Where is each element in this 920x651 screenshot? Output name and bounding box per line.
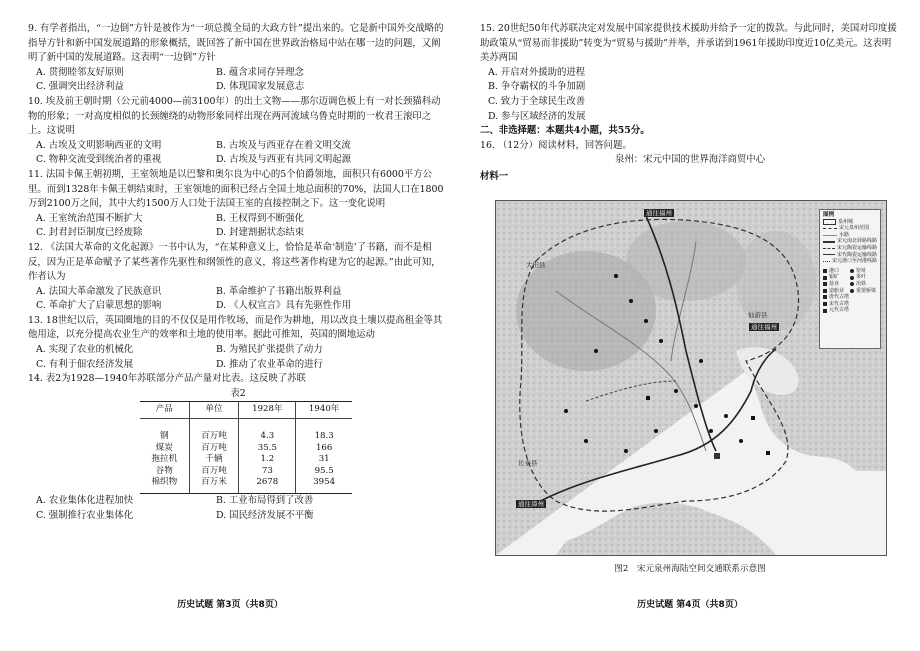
option-d: D. 参与区域经济的发展 [488, 110, 586, 122]
cell-1928: 1.2 [239, 454, 296, 466]
map-label-zhangzhou-exit: 通往漳州 [518, 500, 544, 508]
option-d: D. 国民经济发展不平衡 [216, 509, 314, 521]
option-a: A. 古埃及文明影响西亚的文明 [36, 139, 162, 151]
legend-item: 宋元南北驿路线路 [823, 238, 877, 245]
header-1940: 1940年 [296, 402, 352, 419]
header-product: 产品 [140, 402, 189, 419]
option-b: B. 王权得到不断强化 [216, 212, 304, 224]
question-stem: 11. 法国卡佩王朝初期，王室领地是以巴黎和奥尔良为中心的5个伯爵领地，面积只有6000平方公里。而到1328年卡佩王朝结束时，王室领地的面积已经占全国土地总面积的70%，法国人口在1800万到2100万之间，其中大约1500万人口处于法国王室的直接控制之下。这一变化说明 [28, 168, 444, 210]
material-label: 材料一 [480, 170, 509, 182]
quanzhou-transport-map [495, 200, 887, 556]
legend-item: 茶叶 [850, 274, 877, 281]
legend-item: 水路 [823, 232, 877, 239]
cell-unit: 百万米 [189, 477, 239, 493]
table-header-row [140, 402, 352, 419]
option-a: A. 法国大革命激发了民族意识 [36, 285, 162, 297]
table-row [140, 443, 352, 455]
option-d: D. 推动了农业革命的进行 [216, 358, 323, 370]
cell-1940: 3954 [296, 477, 352, 493]
table-row [140, 466, 352, 478]
question-16-stem: 16. （12分）阅读材料，回答问题。 [480, 139, 632, 151]
cell-1928: 2678 [239, 477, 296, 493]
header-unit: 单位 [189, 402, 239, 419]
material-subtitle: 泉州：宋元中国的世界海洋商贸中心 [614, 154, 765, 166]
table-row [140, 419, 352, 443]
option-c: C. 物种交流受到统治者的重视 [36, 154, 162, 166]
option-a: A. 农业集体化进程加快 [36, 495, 134, 506]
cell-unit: 百万吨 [189, 419, 239, 443]
legend-item: 宋代古塔 [823, 301, 850, 308]
question-stem: 15. 20世纪50年代苏联决定对发展中国家提供技术援助并给予一定的拨款。与此同时，美国对印度援助政策从“贸易而非援助”转变为“贸易与援助”并举，并承诺到1961年援助印度近10亿美元。这表明美苏两国 [480, 23, 897, 64]
question-11 [28, 168, 448, 241]
question-9 [28, 22, 448, 95]
cell-1940: 166 [296, 443, 352, 455]
legend-item: 重要桥梁 [850, 288, 877, 295]
cell-product: 棉织物 [151, 477, 178, 488]
option-c: C. 致力于全球民生改善 [488, 95, 586, 107]
production-table [140, 401, 352, 494]
map-label-north-exit: 通往福州 [646, 209, 672, 217]
legend-points [823, 268, 877, 314]
option-b: B. 革命维护了书籍出版界利益 [216, 285, 342, 297]
option-d: D. 封建割据状态结束 [216, 227, 305, 239]
option-d: D. 古埃及与西亚有共同文明起源 [216, 154, 352, 166]
option-a: A. 王室统治范围不断扩大 [36, 212, 143, 224]
option-b: B. 争夺霸权的斗争加剧 [488, 81, 586, 93]
map-label-east-exit: 通往福州 [751, 323, 777, 331]
cell-unit: 千辆 [189, 454, 239, 466]
question-stem: 10. 埃及前王朝时期（公元前4000—前3100年）的出土文物——那尔迈调色板上有一对长颈猫科动物的形象；一对高度相似的长颈缠绕的动物形象同样出现在两河流域乌鲁克时期的一枚君王滚印之上。这说明 [28, 95, 441, 137]
option-b: B. 工业布局得到了改善 [216, 495, 314, 506]
option-a: A. 实现了农业的机械化 [36, 344, 134, 356]
cell-product: 钢 [159, 431, 169, 442]
option-b: B. 为殖民扩张提供了动力 [216, 344, 323, 356]
option-b: B. 蕴含求同存异理念 [216, 66, 304, 78]
legend-item: 唐代古塔 [823, 294, 850, 301]
option-a: A. 贯彻睦邻友好原则 [36, 66, 124, 78]
figure-caption: 图2 宋元泉州海陆空间交通联系示意图 [614, 564, 766, 574]
legend-title: 图例 [823, 212, 835, 218]
questions-column [28, 22, 448, 523]
page-4 [460, 0, 920, 651]
option-c: C. 有利于佃农经济发展 [36, 358, 134, 370]
option-c: C. 强制推行农业集体化 [36, 509, 134, 521]
map-label-xianyou: 仙游县 [748, 311, 768, 319]
table-row [140, 477, 352, 493]
option-b: B. 古埃及与西亚存在着文明交流 [216, 139, 351, 151]
map-legend [819, 209, 881, 349]
legend-item: 冶铁 [850, 281, 877, 288]
cell-product: 煤炭 [155, 442, 173, 453]
option-d: D. 《人权宣言》具有先驱性作用 [216, 300, 352, 312]
cell-1940: 95.5 [296, 466, 352, 478]
cell-1928: 73 [239, 466, 296, 478]
map-label-changtai: 长泰县 [518, 459, 538, 467]
option-c: C. 封君封臣制度已经废除 [36, 227, 143, 239]
legend-item: 港口 [823, 268, 850, 275]
question-stem: 13. 18世纪以后，英国圈地的目的不仅仅是用作牧场，而是作为耕地，用以改良土壤以提高租金等其他用途，以充分提高农业生产的效率和土地的使用率。据此可推知，英国的圈地运动 [28, 314, 443, 341]
table-row [140, 454, 352, 466]
cell-1940: 18.3 [296, 419, 352, 443]
legend-item: 造船业 [823, 288, 850, 295]
legend-item: 元代古塔 [823, 307, 850, 314]
question-stem: 14. 表2为1928—1940年苏联部分产品产量对比表。这反映了苏联 [28, 373, 306, 385]
page-footer: 历史试题 第3页（共8页） [177, 600, 283, 610]
option-a: A. 开启对外援助的进程 [488, 66, 586, 78]
questions-column [480, 22, 900, 185]
cell-product: 拖拉机 [151, 454, 178, 465]
question-13 [28, 314, 448, 372]
question-10 [28, 95, 448, 168]
map-label-datian: 大田县 [526, 261, 546, 269]
section-heading: 二、非选择题：本题共4小题，共55分。 [480, 125, 650, 137]
cell-unit: 百万吨 [189, 466, 239, 478]
header-1928: 1928年 [239, 402, 296, 419]
cell-1928: 35.5 [239, 443, 296, 455]
option-c: C. 革命扩大了启蒙思想的影响 [36, 300, 162, 312]
question-12 [28, 241, 448, 314]
legend-item: 泉州城 [823, 219, 877, 226]
question-14 [28, 372, 448, 523]
option-d: D. 体现国家发展意志 [216, 81, 305, 93]
legend-item: 宋元港口至河港线路 [823, 258, 877, 265]
question-stem: 12. 《法国大革命的文化起源》一书中认为，“在某种意义上，恰恰是革命‘制造’了书籍，而不是相反，因为正是革命赋予了某些著作先驱性和纲领性的意义，将这些著作构建为它的起源。”由此可知，作者认为 [28, 241, 441, 283]
legend-item: 宋代陶瓷运输线路 [823, 252, 877, 259]
cell-product: 谷物 [155, 465, 173, 476]
legend-item: 银矿 [823, 274, 850, 281]
table-caption: 表2 [230, 387, 246, 399]
legend-item: 宋元陶瓷运输线路 [823, 245, 877, 252]
legend-item: 窑址 [850, 268, 877, 275]
cell-1928: 4.3 [239, 419, 296, 443]
cell-unit: 百万吨 [189, 443, 239, 455]
question-stem: 9. 有学者指出，“一边倒”方针是被作为“一项总揽全局的大政方针”提出来的。它是新中国外交战略的指导方针和新中国发展道路的形象概括，既回答了新中国在世界政治格局中站在哪一边的问题，又阐明了新中国的发展道路。这表明“一边倒”方针 [28, 23, 444, 64]
cell-1940: 31 [296, 454, 352, 466]
page-footer: 历史试题 第4页（共8页） [637, 600, 743, 610]
question-15 [480, 22, 900, 124]
legend-item: 盐业 [823, 281, 850, 288]
legend-item: 宋元泉州范围 [823, 225, 877, 232]
option-c: C. 强调突出经济利益 [36, 81, 124, 93]
